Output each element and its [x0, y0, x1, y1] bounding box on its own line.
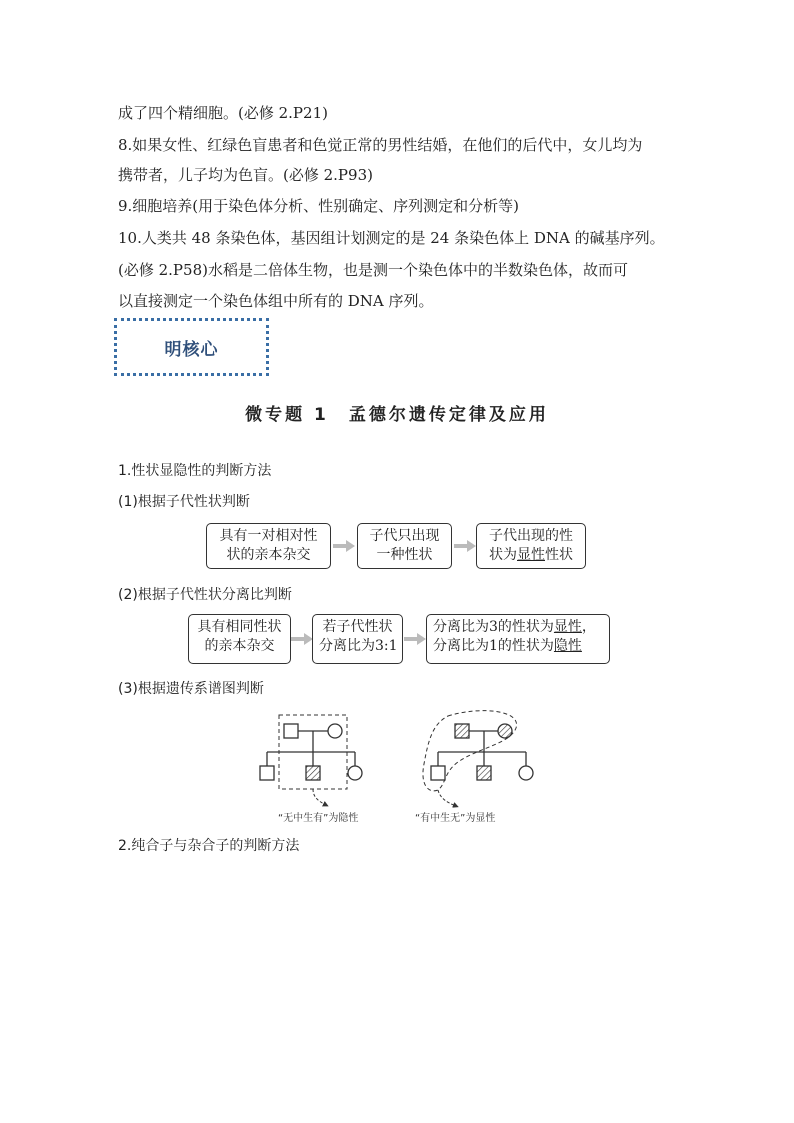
- son-normal-symbol: [431, 766, 445, 780]
- flow1-box3-line2-pre: 状为: [489, 547, 517, 563]
- paragraph-line-6: (必修 2.P58)水稻是二倍体生物，也是测一个染色体中的半数染色体，故而可: [118, 261, 628, 279]
- subsection-1-title: (1)根据子代性状判断: [118, 494, 250, 510]
- daughter-normal-symbol: [348, 766, 362, 780]
- flow2-box-ratio: [312, 614, 403, 664]
- son-normal-symbol: [260, 766, 274, 780]
- core-hint-label: 明核心: [164, 339, 219, 360]
- flow2-recessive-label: 隐性: [553, 638, 582, 654]
- flow1-box3-line1: 子代出现的性: [489, 528, 573, 544]
- paragraph-line-4: 9.细胞培养(用于染色体分析、性别确定、序列测定和分析等): [118, 197, 520, 215]
- flow2-box3-line1: [433, 618, 603, 637]
- flow1-box-parents: [206, 523, 331, 569]
- arrow-right-icon: [454, 540, 476, 552]
- flow1-dominant-label: 显性: [517, 547, 545, 563]
- flow2-box3-line1-post: ，: [581, 619, 596, 635]
- pedigree-recessive: [260, 715, 362, 805]
- flow1-box2-line2: 一种性状: [376, 547, 433, 563]
- flow1-box-result: [476, 523, 586, 569]
- core-hint-box: [114, 318, 269, 376]
- flow1-box-offspring: [357, 523, 452, 569]
- flow2-box1-line2: 的亲本杂交: [204, 638, 275, 654]
- pedigree-diagrams: [0, 700, 794, 830]
- topic-heading: 微专题 1 孟德尔遗传定律及应用: [245, 405, 549, 425]
- flow2-box2-line1: 若子代性状: [322, 619, 393, 635]
- arrow-right-icon: [333, 540, 355, 552]
- flow2-box3-line2-pre: 分离比为1的性状为: [433, 638, 554, 654]
- flow1-box2-line1: 子代只出现: [369, 528, 440, 544]
- paragraph-line-5: 10.人类共 48 条染色体，基因组计划测定的是 24 条染色体上 DNA 的碱基序列。: [118, 229, 665, 247]
- paragraph-line-3: 携带者，儿子均为色盲。(必修 2.P93): [118, 166, 373, 184]
- subsection-3-title: (3)根据遗传系谱图判断: [118, 681, 264, 697]
- paragraph-line-7: 以直接测定一个染色体组中所有的 DNA 序列。: [118, 292, 434, 310]
- son-affected-symbol: [306, 766, 320, 780]
- section1-title: 1.性状显隐性的判断方法: [118, 463, 272, 479]
- pedigree-caption-recessive: “无中生有”为隐性: [278, 813, 359, 824]
- flow2-box2-line2: 分离比为3:1: [319, 638, 398, 654]
- flow1-box1-line1: 具有一对相对性: [219, 528, 318, 544]
- daughter-normal-symbol: [519, 766, 533, 780]
- mother-affected-symbol: [498, 724, 512, 738]
- father-affected-symbol: [455, 724, 469, 738]
- flow1-box3-line2-post: 性状: [545, 547, 573, 563]
- arrow-right-icon: [291, 633, 313, 645]
- pedigree-caption-dominant: “有中生无”为显性: [415, 813, 496, 824]
- flow2-box-result: [426, 614, 610, 664]
- flow2-box3-line1-pre: 分离比为3的性状为: [433, 619, 554, 635]
- flow2-box1-line1: 具有相同性状: [197, 619, 282, 635]
- subsection-2-title: (2)根据子代性状分离比判断: [118, 587, 292, 603]
- arrow-right-icon: [404, 633, 426, 645]
- flow2-box3-line2: [433, 637, 603, 656]
- flow2-dominant-label: 显性: [553, 619, 582, 635]
- section2-title: 2.纯合子与杂合子的判断方法: [118, 838, 300, 854]
- pedigree-dominant: [423, 711, 533, 806]
- paragraph-line-2: 8.如果女性、红绿色盲患者和色觉正常的男性结婚，在他们的后代中，女儿均为: [118, 136, 643, 154]
- son-affected-symbol: [477, 766, 491, 780]
- flow2-box-parents: [188, 614, 291, 664]
- father-normal-symbol: [284, 724, 298, 738]
- paragraph-line-1: 成了四个精细胞。(必修 2.P21): [118, 104, 328, 122]
- flow1-box3-line2: [483, 546, 579, 565]
- flow1-box1-line2: 状的亲本杂交: [226, 547, 311, 563]
- mother-normal-symbol: [328, 724, 342, 738]
